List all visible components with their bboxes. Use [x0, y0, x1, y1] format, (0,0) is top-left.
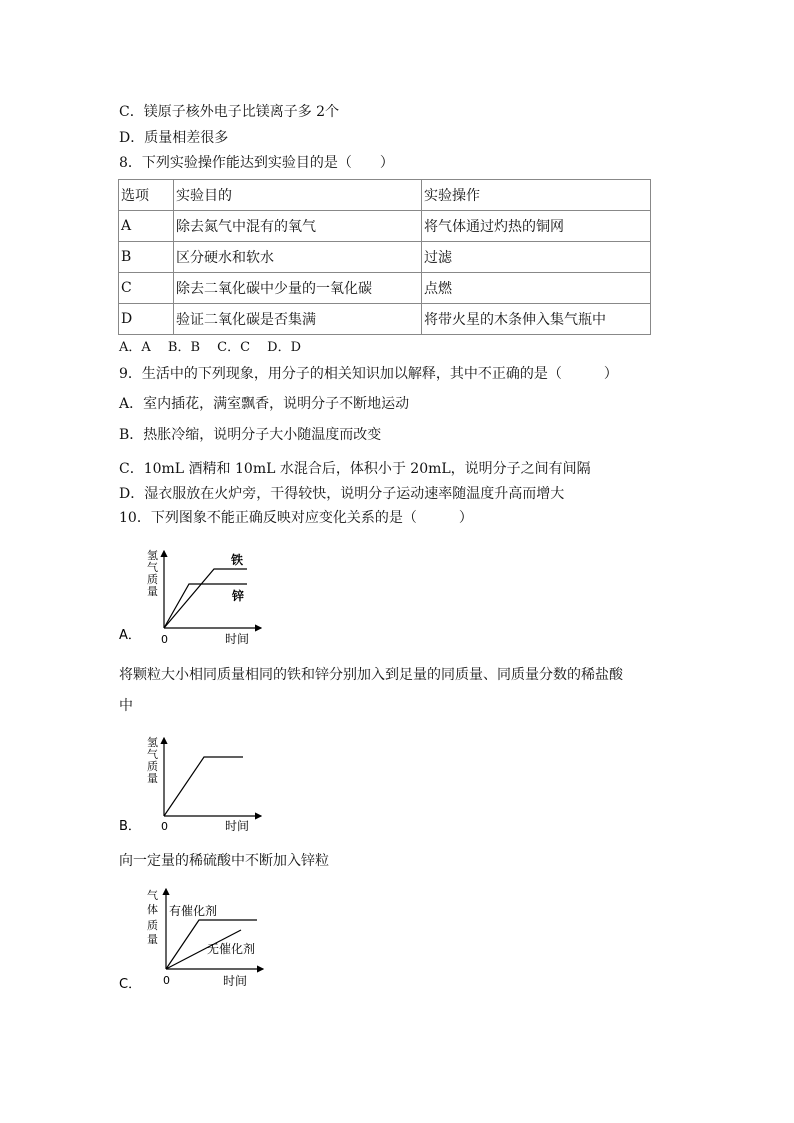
y-axis-label-char: 气 — [147, 889, 158, 902]
y-axis-label-char: 气 — [147, 748, 158, 761]
y-axis-label-char: 质 — [147, 919, 158, 932]
y-axis-label-char: 体 — [147, 903, 158, 916]
series-label-without-catalyst: 无催化剂 — [207, 942, 256, 956]
table-row — [119, 304, 651, 335]
x-axis-label: 时间 — [225, 819, 250, 833]
table-cell: 点燃 — [422, 273, 651, 304]
y-axis-label-char: 气 — [147, 561, 158, 574]
table-header-cell: 选项 — [119, 180, 174, 211]
graph-a-option-label: A． — [119, 628, 141, 643]
table-cell: B — [119, 242, 174, 273]
q10-graph-a-description: 将颗粒大小相同质量相同的铁和锌分别加入到足量的同质量、同质量分数的稀盐酸 — [119, 667, 623, 683]
y-axis-label-char: 氢 — [147, 549, 158, 562]
origin-label: 0 — [161, 633, 168, 646]
q8-stem: 8．下列实验操作能达到实验目的是（ ） — [119, 155, 394, 171]
q9-stem: 9．生活中的下列现象，用分子的相关知识加以解释，其中不正确的是（ ） — [119, 366, 618, 382]
table-cell: 将带火星的木条伸入集气瓶中 — [422, 304, 651, 335]
table-row — [119, 273, 651, 304]
q9-option-b: B．热胀冷缩，说明分子大小随温度而改变 — [119, 427, 382, 443]
table-cell: C — [119, 273, 174, 304]
table-cell: 过滤 — [422, 242, 651, 273]
q10-graph-b-description: 向一定量的稀硫酸中不断加入锌粒 — [119, 853, 329, 869]
q8-table — [118, 179, 651, 335]
graph-c-option-label: C． — [119, 977, 142, 992]
q10-stem: 10．下列图象不能正确反映对应变化关系的是（ ） — [119, 510, 473, 526]
series-label-zinc: 锌 — [232, 589, 245, 603]
table-header-row — [119, 180, 651, 211]
q9-option-a: A．室内插花，满室飘香，说明分子不断地运动 — [119, 396, 410, 412]
q8-answer-options: A．A B．B C．C D．D — [119, 340, 302, 355]
table-cell: 区分硬水和软水 — [174, 242, 422, 273]
y-axis-label-char: 氢 — [147, 736, 158, 749]
table-cell: D — [119, 304, 174, 335]
graph-b-option-label: B． — [119, 819, 141, 834]
x-axis-label: 时间 — [223, 974, 248, 988]
q7-option-c: C．镁原子核外电子比镁离子多 2个 — [119, 104, 340, 120]
table-header-cell: 实验操作 — [422, 180, 651, 211]
series-line — [164, 757, 243, 816]
q9-option-d: D．湿衣服放在火炉旁，干得较快，说明分子运动速率随温度升高而增大 — [119, 486, 565, 502]
origin-label: 0 — [163, 974, 170, 987]
y-axis-label-char: 量 — [147, 585, 158, 598]
series-label-iron: 铁 — [231, 553, 244, 567]
table-row — [119, 242, 651, 273]
q10-graph-a — [119, 545, 279, 653]
y-axis-label-char: 量 — [147, 933, 158, 946]
origin-label: 0 — [161, 820, 168, 833]
x-axis-label: 时间 — [225, 632, 250, 646]
table-cell: 将气体通过灼热的铜网 — [422, 211, 651, 242]
table-cell: A — [119, 211, 174, 242]
table-row — [119, 211, 651, 242]
q10-graph-b — [119, 733, 279, 839]
q10-graph-a-description-cont: 中 — [119, 698, 133, 714]
table-cell: 验证二氧化碳是否集满 — [174, 304, 422, 335]
table-cell: 除去氮气中混有的氧气 — [174, 211, 422, 242]
y-axis-label-char: 量 — [147, 772, 158, 785]
table-header-cell: 实验目的 — [174, 180, 422, 211]
q10-graph-c — [119, 885, 279, 993]
q9-option-c: C．10mL 酒精和 10mL 水混合后，体积小于 20mL，说明分子之间有间隔 — [119, 461, 591, 477]
y-axis-label-char: 质 — [147, 760, 158, 773]
y-axis-label-char: 质 — [147, 573, 158, 586]
table-cell: 除去二氧化碳中少量的一氧化碳 — [174, 273, 422, 304]
series-label-with-catalyst: 有催化剂 — [169, 904, 218, 918]
q7-option-d: D．质量相差很多 — [119, 130, 229, 146]
